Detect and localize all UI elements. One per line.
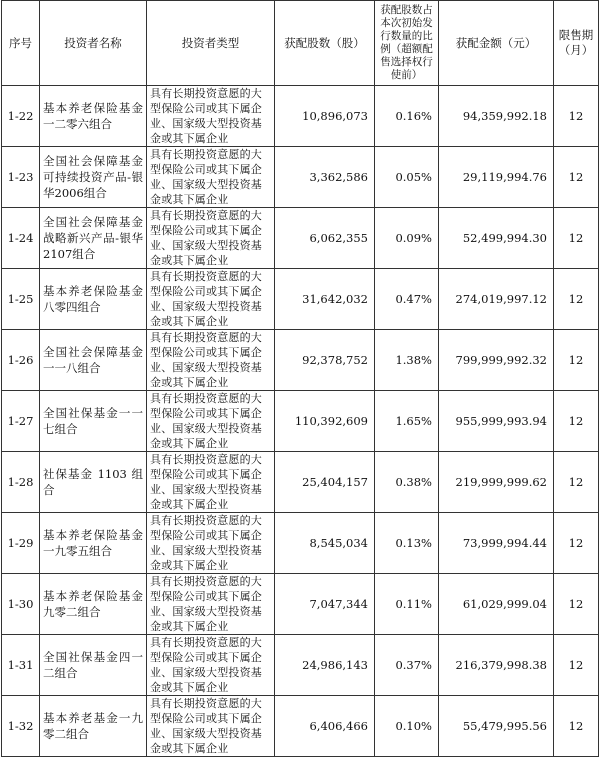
cell-ratio: 0.37% — [375, 635, 439, 696]
cell-lockup: 12 — [554, 269, 599, 330]
cell-investor-name: 全国社会保障基金可持续投资产品-银华2006组合 — [40, 147, 147, 208]
cell-ratio: 0.10% — [375, 696, 439, 757]
table-row — [2, 208, 599, 269]
cell-lockup: 12 — [554, 208, 599, 269]
cell-seq: 1-30 — [2, 574, 40, 635]
table-row — [2, 147, 599, 208]
cell-investor-type: 具有长期投资意愿的大型保险公司或其下属企业、国家级大型投资基金或其下属企业 — [147, 269, 275, 330]
header-shares: 获配股数（股） — [275, 1, 375, 86]
header-lockup: 限售期（月） — [554, 1, 599, 86]
cell-seq: 1-28 — [2, 452, 40, 513]
cell-ratio: 1.38% — [375, 330, 439, 391]
cell-ratio: 0.05% — [375, 147, 439, 208]
cell-shares: 6,062,355 — [275, 208, 375, 269]
table-row — [2, 696, 599, 757]
header-amount: 获配金额（元） — [439, 1, 554, 86]
cell-seq: 1-25 — [2, 269, 40, 330]
cell-amount: 799,999,992.32 — [439, 330, 554, 391]
table-row — [2, 513, 599, 574]
cell-amount: 219,999,999.62 — [439, 452, 554, 513]
cell-amount: 216,379,998.38 — [439, 635, 554, 696]
cell-investor-type: 具有长期投资意愿的大型保险公司或其下属企业、国家级大型投资基金或其下属企业 — [147, 330, 275, 391]
cell-lockup: 12 — [554, 635, 599, 696]
cell-seq: 1-23 — [2, 147, 40, 208]
cell-seq: 1-29 — [2, 513, 40, 574]
cell-seq: 1-32 — [2, 696, 40, 757]
cell-ratio: 0.09% — [375, 208, 439, 269]
cell-amount: 52,499,994.30 — [439, 208, 554, 269]
cell-shares: 110,392,609 — [275, 391, 375, 452]
cell-shares: 25,404,157 — [275, 452, 375, 513]
cell-ratio: 0.38% — [375, 452, 439, 513]
cell-investor-type: 具有长期投资意愿的大型保险公司或其下属企业、国家级大型投资基金或其下属企业 — [147, 452, 275, 513]
cell-shares: 10,896,073 — [275, 86, 375, 147]
cell-shares: 92,378,752 — [275, 330, 375, 391]
table-body — [2, 86, 599, 757]
table-row — [2, 269, 599, 330]
cell-shares: 31,642,032 — [275, 269, 375, 330]
header-ratio: 获配股数占本次初始发行数量的比例（超额配售选择权行使前） — [375, 1, 439, 86]
cell-amount: 955,999,993.94 — [439, 391, 554, 452]
cell-lockup: 12 — [554, 147, 599, 208]
cell-ratio: 0.11% — [375, 574, 439, 635]
cell-seq: 1-31 — [2, 635, 40, 696]
cell-investor-type: 具有长期投资意愿的大型保险公司或其下属企业、国家级大型投资基金或其下属企业 — [147, 635, 275, 696]
cell-investor-name: 全国社保基金一一七组合 — [40, 391, 147, 452]
cell-investor-name: 全国社保基金四一二组合 — [40, 635, 147, 696]
header-investor-name: 投资者名称 — [40, 1, 147, 86]
cell-investor-name: 基本养老基金一九零二组合 — [40, 696, 147, 757]
table-row — [2, 86, 599, 147]
cell-investor-type: 具有长期投资意愿的大型保险公司或其下属企业、国家级大型投资基金或其下属企业 — [147, 86, 275, 147]
table-row — [2, 635, 599, 696]
cell-shares: 3,362,586 — [275, 147, 375, 208]
cell-shares: 24,986,143 — [275, 635, 375, 696]
cell-lockup: 12 — [554, 86, 599, 147]
cell-shares: 7,047,344 — [275, 574, 375, 635]
allocation-table — [1, 0, 599, 757]
cell-lockup: 12 — [554, 452, 599, 513]
table-row — [2, 452, 599, 513]
table-row — [2, 574, 599, 635]
cell-amount: 73,999,994.44 — [439, 513, 554, 574]
cell-investor-name: 基本养老保险基金一二零六组合 — [40, 86, 147, 147]
cell-investor-type: 具有长期投资意愿的大型保险公司或其下属企业、国家级大型投资基金或其下属企业 — [147, 147, 275, 208]
cell-amount: 94,359,992.18 — [439, 86, 554, 147]
cell-ratio: 0.47% — [375, 269, 439, 330]
cell-seq: 1-22 — [2, 86, 40, 147]
cell-lockup: 12 — [554, 696, 599, 757]
cell-seq: 1-26 — [2, 330, 40, 391]
cell-seq: 1-27 — [2, 391, 40, 452]
cell-lockup: 12 — [554, 574, 599, 635]
cell-seq: 1-24 — [2, 208, 40, 269]
cell-investor-name: 基本养老保险基金八零四组合 — [40, 269, 147, 330]
cell-ratio: 1.65% — [375, 391, 439, 452]
cell-lockup: 12 — [554, 330, 599, 391]
cell-investor-type: 具有长期投资意愿的大型保险公司或其下属企业、国家级大型投资基金或其下属企业 — [147, 391, 275, 452]
cell-amount: 61,029,999.04 — [439, 574, 554, 635]
cell-investor-name: 全国社会保障基金战略新兴产品-银华2107组合 — [40, 208, 147, 269]
header-investor-type: 投资者类型 — [147, 1, 275, 86]
cell-amount: 29,119,994.76 — [439, 147, 554, 208]
cell-shares: 8,545,034 — [275, 513, 375, 574]
cell-ratio: 0.16% — [375, 86, 439, 147]
cell-ratio: 0.13% — [375, 513, 439, 574]
cell-amount: 55,479,995.56 — [439, 696, 554, 757]
cell-investor-type: 具有长期投资意愿的大型保险公司或其下属企业、国家级大型投资基金或其下属企业 — [147, 696, 275, 757]
cell-investor-type: 具有长期投资意愿的大型保险公司或其下属企业、国家级大型投资基金或其下属企业 — [147, 208, 275, 269]
cell-investor-name: 社保基金 1103 组合 — [40, 452, 147, 513]
cell-lockup: 12 — [554, 513, 599, 574]
cell-lockup: 12 — [554, 391, 599, 452]
cell-investor-name: 基本养老保险基金九零二组合 — [40, 574, 147, 635]
header-row — [2, 1, 599, 86]
table-row — [2, 391, 599, 452]
cell-investor-name: 全国社会保障基金一一八组合 — [40, 330, 147, 391]
cell-investor-type: 具有长期投资意愿的大型保险公司或其下属企业、国家级大型投资基金或其下属企业 — [147, 513, 275, 574]
header-seq: 序号 — [2, 1, 40, 86]
cell-investor-type: 具有长期投资意愿的大型保险公司或其下属企业、国家级大型投资基金或其下属企业 — [147, 574, 275, 635]
cell-amount: 274,019,997.12 — [439, 269, 554, 330]
cell-shares: 6,406,466 — [275, 696, 375, 757]
table-row — [2, 330, 599, 391]
cell-investor-name: 基本养老保险基金一九零五组合 — [40, 513, 147, 574]
